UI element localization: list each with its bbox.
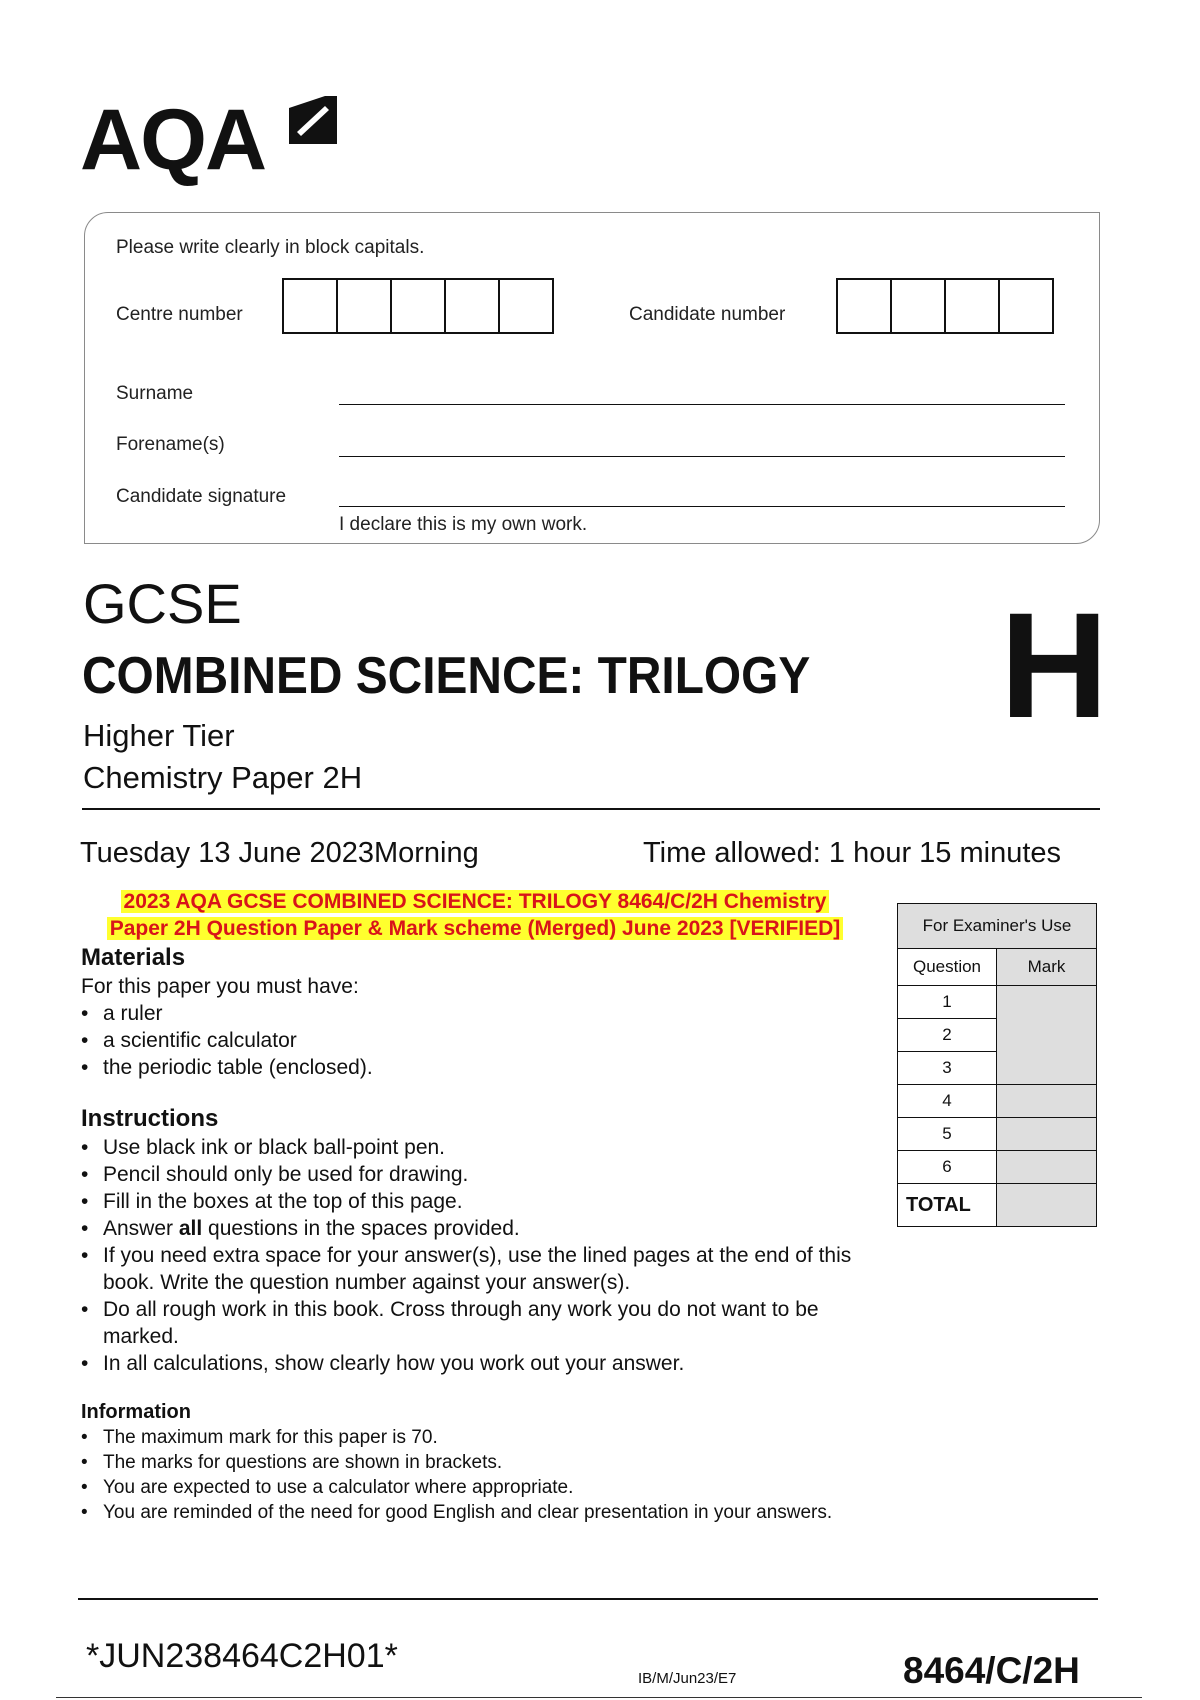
centre-digit-box[interactable] (444, 278, 500, 334)
subject-title: COMBINED SCIENCE: TRILOGY (82, 647, 811, 705)
title-divider (82, 808, 1100, 810)
question-number: 4 (898, 1085, 997, 1118)
list-item: • the periodic table (enclosed). (81, 1054, 881, 1081)
centre-number-label: Centre number (116, 304, 243, 325)
question-number: 3 (898, 1052, 997, 1085)
tier-letter: H (1000, 581, 1109, 749)
instructions-list (81, 1134, 871, 1377)
mark-cell (997, 1085, 1097, 1118)
candidate-number-label: Candidate number (629, 304, 786, 325)
barcode-text: *JUN238464C2H01* (86, 1637, 398, 1675)
candidate-digit-box[interactable] (998, 278, 1054, 334)
list-item: • You are expected to use a calculator where appropriate. (81, 1475, 981, 1500)
mark-cell (997, 986, 1097, 1085)
examiner-use-heading: For Examiner's Use (898, 904, 1097, 949)
information-list (81, 1425, 981, 1525)
list-item: • If you need extra space for your answer(s), use the lined pages at the end of this book. Write the question number against your answer(s). (81, 1242, 871, 1296)
centre-digit-box[interactable] (336, 278, 392, 334)
surname-field[interactable] (339, 404, 1065, 405)
footer-divider (78, 1598, 1098, 1600)
materials-section (81, 943, 881, 1081)
tier-label: Higher Tier (83, 718, 235, 753)
centre-digit-box[interactable] (498, 278, 554, 334)
aqa-logo (80, 88, 360, 188)
qualification-title: GCSE (83, 572, 242, 635)
total-mark-cell (997, 1184, 1097, 1227)
declaration-text: I declare this is my own work. (339, 514, 588, 535)
list-item: • a ruler (81, 1000, 881, 1027)
list-item: • Do all rough work in this book. Cross through any work you do not want to be marked. (81, 1296, 871, 1350)
list-item: • Fill in the boxes at the top of this page. (81, 1188, 871, 1215)
paper-label: Chemistry Paper 2H (83, 760, 363, 795)
banner-line-1: 2023 AQA GCSE COMBINED SCIENCE: TRILOGY 8464/C/2H Chemistry (121, 890, 830, 913)
candidate-digit-box[interactable] (890, 278, 946, 334)
information-heading: Information (81, 1401, 191, 1423)
logo-text: AQA (80, 92, 266, 188)
question-number: 2 (898, 1019, 997, 1052)
information-section (81, 1399, 981, 1525)
emphasis-all: all (178, 1217, 203, 1240)
materials-list (81, 1000, 881, 1081)
question-number: 1 (898, 986, 997, 1019)
candidate-number-input[interactable] (838, 278, 1054, 334)
list-item: • You are reminded of the need for good English and clear presentation in your answers. (81, 1500, 981, 1525)
signature-field[interactable] (339, 506, 1065, 507)
reference-code: IB/M/Jun23/E7 (638, 1670, 737, 1687)
surname-label: Surname (116, 383, 194, 404)
list-item: • a scientific calculator (81, 1027, 881, 1054)
examiner-use-table (897, 903, 1097, 1227)
paper-code: 8464/C/2H (903, 1650, 1080, 1691)
mark-cell (997, 1151, 1097, 1184)
mark-column-header: Mark (997, 949, 1097, 986)
list-item: • The maximum mark for this paper is 70. (81, 1425, 981, 1450)
list-item: • Answer all questions in the spaces provided. (81, 1215, 871, 1242)
question-number: 5 (898, 1118, 997, 1151)
list-item: • Pencil should only be used for drawing. (81, 1161, 871, 1188)
materials-heading: Materials (81, 944, 186, 971)
signature-label: Candidate signature (116, 486, 287, 507)
forenames-label: Forename(s) (116, 434, 225, 455)
page-bottom-rule (56, 1697, 1142, 1698)
centre-digit-box[interactable] (390, 278, 446, 334)
verified-banner (85, 888, 865, 942)
list-item: • In all calculations, show clearly how you work out your answer. (81, 1350, 871, 1377)
mark-cell (997, 1118, 1097, 1151)
centre-digit-box[interactable] (282, 278, 338, 334)
candidate-digit-box[interactable] (836, 278, 892, 334)
total-label: TOTAL (898, 1184, 997, 1227)
block-capitals-instruction: Please write clearly in block capitals. (116, 237, 425, 258)
list-item: • Use black ink or black ball-point pen. (81, 1134, 871, 1161)
candidate-digit-box[interactable] (944, 278, 1000, 334)
aqa-logo-mark-icon (285, 92, 341, 148)
centre-number-input[interactable] (284, 278, 554, 334)
question-column-header: Question (898, 949, 997, 986)
question-number: 6 (898, 1151, 997, 1184)
time-allowed: Time allowed: 1 hour 15 minutes (643, 837, 1062, 869)
instructions-heading: Instructions (81, 1105, 219, 1132)
banner-line-2: Paper 2H Question Paper & Mark scheme (Merged) June 2023 [VERIFIED] (107, 917, 844, 940)
forenames-field[interactable] (339, 456, 1065, 457)
exam-date: Tuesday 13 June 2023Morning (80, 837, 479, 869)
materials-intro: For this paper you must have: (81, 975, 359, 998)
list-item: • The marks for questions are shown in brackets. (81, 1450, 981, 1475)
instructions-section (81, 1104, 871, 1377)
